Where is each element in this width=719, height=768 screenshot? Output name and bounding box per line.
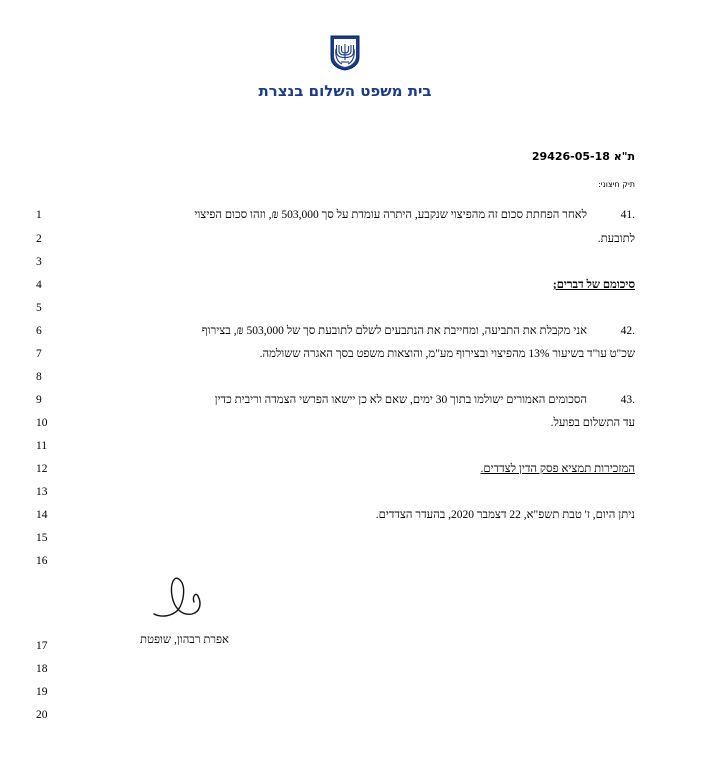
paragraph-number: .43 (620, 394, 635, 406)
line-number: 8 (36, 371, 42, 383)
case-number: ת"א 29426-05-18 (531, 150, 635, 163)
paragraph-42-line-1: .42אני מקבלת את התביעה, ומחייבת את הנתבעים לשלם לתובעת סך של 503,000 ₪, בצירוף (201, 325, 635, 337)
court-name: בית משפט השלום בנצרת (258, 82, 432, 100)
line-number: 10 (36, 417, 48, 429)
secretariat-instruction: המזכירות תמציא פסק הדין לצדדים. (480, 463, 635, 475)
external-file-label: תיק חיצוני: (598, 180, 635, 189)
given-today-statement: ניתן היום, ז' טבת תשפ"א, 22 דצמבר 2020, בהעדר הצדדים. (375, 509, 635, 521)
line-number: 3 (36, 256, 42, 268)
judge-signature-line: אפרת רבהון, שופטת (140, 634, 229, 646)
paragraph-41-line-1: .41לאחר הפחתת סכום זה מהפיצוי שנקבע, היתרה עומדת על סך 503,000 ₪, וזהו סכום הפיצוי (194, 209, 635, 221)
line-number: 4 (36, 279, 42, 291)
line-number: 18 (36, 663, 48, 675)
line-number: 2 (36, 233, 42, 245)
line-number: 11 (36, 440, 48, 452)
paragraph-41-line-2: לתובעת. (597, 233, 635, 245)
state-emblem-menorah-icon (330, 35, 360, 71)
paragraph-43-line-1: .43הסכומים האמורים ישולמו בתוך 30 ימים, שאם לא כן יישאו הפרשי הצמדה וריבית כדין (214, 394, 635, 406)
line-number: 19 (36, 686, 48, 698)
line-number: 15 (36, 532, 48, 544)
handwritten-signature-icon (148, 574, 208, 624)
paragraph-number: .42 (620, 325, 635, 337)
paragraph-number: .41 (620, 209, 635, 221)
paragraph-43-line-2: עד התשלום בפועל. (550, 417, 635, 429)
line-number: 14 (36, 509, 48, 521)
summary-heading: סיכומם של דברים; (552, 279, 635, 291)
line-number: 17 (36, 640, 48, 652)
line-number: 9 (36, 394, 42, 406)
line-number: 20 (36, 709, 48, 721)
line-number: 6 (36, 325, 42, 337)
line-number: 16 (36, 555, 48, 567)
line-number: 13 (36, 486, 48, 498)
line-number: 5 (36, 302, 42, 314)
paragraph-42-line-2: שכ"ט עו"ד בשיעור 13% מהפיצוי ובצירוף מע"מ, והוצאות משפט בסך האגרה ששולמה. (259, 348, 635, 360)
line-number: 12 (36, 463, 48, 475)
line-number: 7 (36, 348, 42, 360)
line-number: 1 (36, 209, 42, 221)
